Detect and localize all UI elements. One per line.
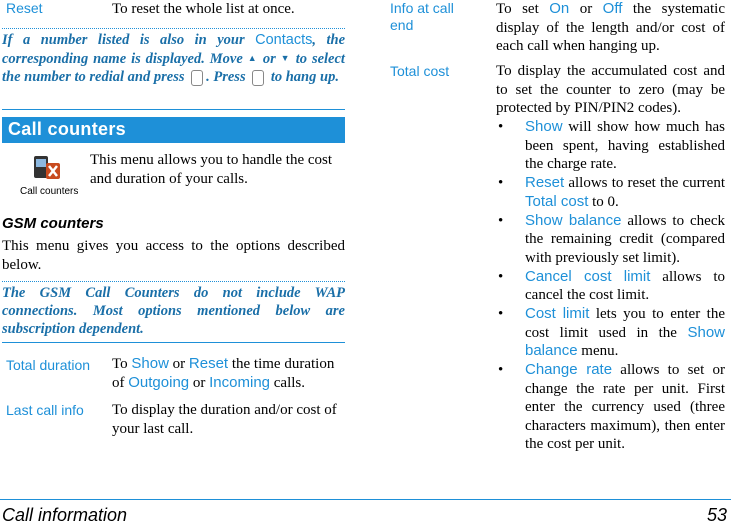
- icon-caption: Call counters: [20, 186, 79, 197]
- total-cost-description: To display the accumulated cost and to set the counter to zero (may be protected by PIN/PIN2 codes).: [496, 63, 725, 116]
- call-counters-icon: [31, 153, 63, 181]
- footer-title: Call information: [2, 505, 128, 525]
- last-call-info-description: To display the duration and/or cost of your last call.: [112, 402, 337, 437]
- intro-text: This menu allows you to handle the cost and duration of your calls.: [90, 152, 333, 187]
- redial-note: If a number listed is also in your Contacts, the corresponding name is displayed. Move ▲ or ▼ to select the number to redial and press . Press to hang up.: [2, 32, 346, 85]
- divider: [2, 28, 345, 29]
- total-duration-term: Total duration: [6, 357, 91, 373]
- contacts-link: Contacts: [255, 32, 313, 48]
- reset-description: To reset the whole list at once.: [112, 1, 295, 17]
- last-call-info-term: Last call info: [6, 402, 84, 418]
- note-divider: [2, 342, 345, 343]
- info-at-call-end-term: Info at call end: [390, 0, 454, 33]
- gsm-description: This menu gives you access to the options described below.: [2, 238, 345, 273]
- hangup-key-icon: [252, 70, 264, 86]
- call-key-icon: [191, 70, 203, 86]
- list-item: • Change rate allows to set or change the rate per unit. First enter the currency used (three characters maximum), then enter the cost per unit.: [496, 361, 725, 454]
- reset-term: Reset: [6, 0, 43, 16]
- gsm-heading: GSM counters: [2, 215, 104, 232]
- list-item: • Cancel cost limit allows to cancel the cost limit.: [496, 268, 725, 305]
- section-title: Call counters: [8, 119, 126, 139]
- page-number: 53: [706, 505, 727, 525]
- down-arrow-icon: ▼: [280, 53, 291, 63]
- list-item: • Show balance allows to check the remaining credit (compared with previously set limit).: [496, 212, 725, 268]
- up-arrow-icon: ▲: [247, 53, 258, 63]
- list-item: • Show will show how much has been spent, having established the charge rate.: [496, 118, 725, 174]
- section-header: [2, 117, 345, 143]
- total-cost-options: [496, 118, 725, 454]
- list-item: • Reset allows to reset the current Total cost to 0.: [496, 174, 725, 211]
- note-divider: [2, 109, 345, 110]
- list-item: • Cost limit lets you to enter the cost limit used in the Show balance menu.: [496, 305, 725, 361]
- total-cost-term: Total cost: [390, 63, 450, 79]
- wap-note: The GSM Call Counters do not include WAP connections. Most options mentioned below are subscription dependent.: [2, 285, 345, 337]
- total-duration-description: To Show or Reset the time duration of Outgoing or Incoming calls.: [112, 355, 335, 391]
- footer-rule: [0, 499, 731, 500]
- divider: [2, 281, 345, 282]
- info-at-call-end-description: To set On or Off the systematic display of the length and/or cost of each call when hanging up.: [496, 0, 725, 54]
